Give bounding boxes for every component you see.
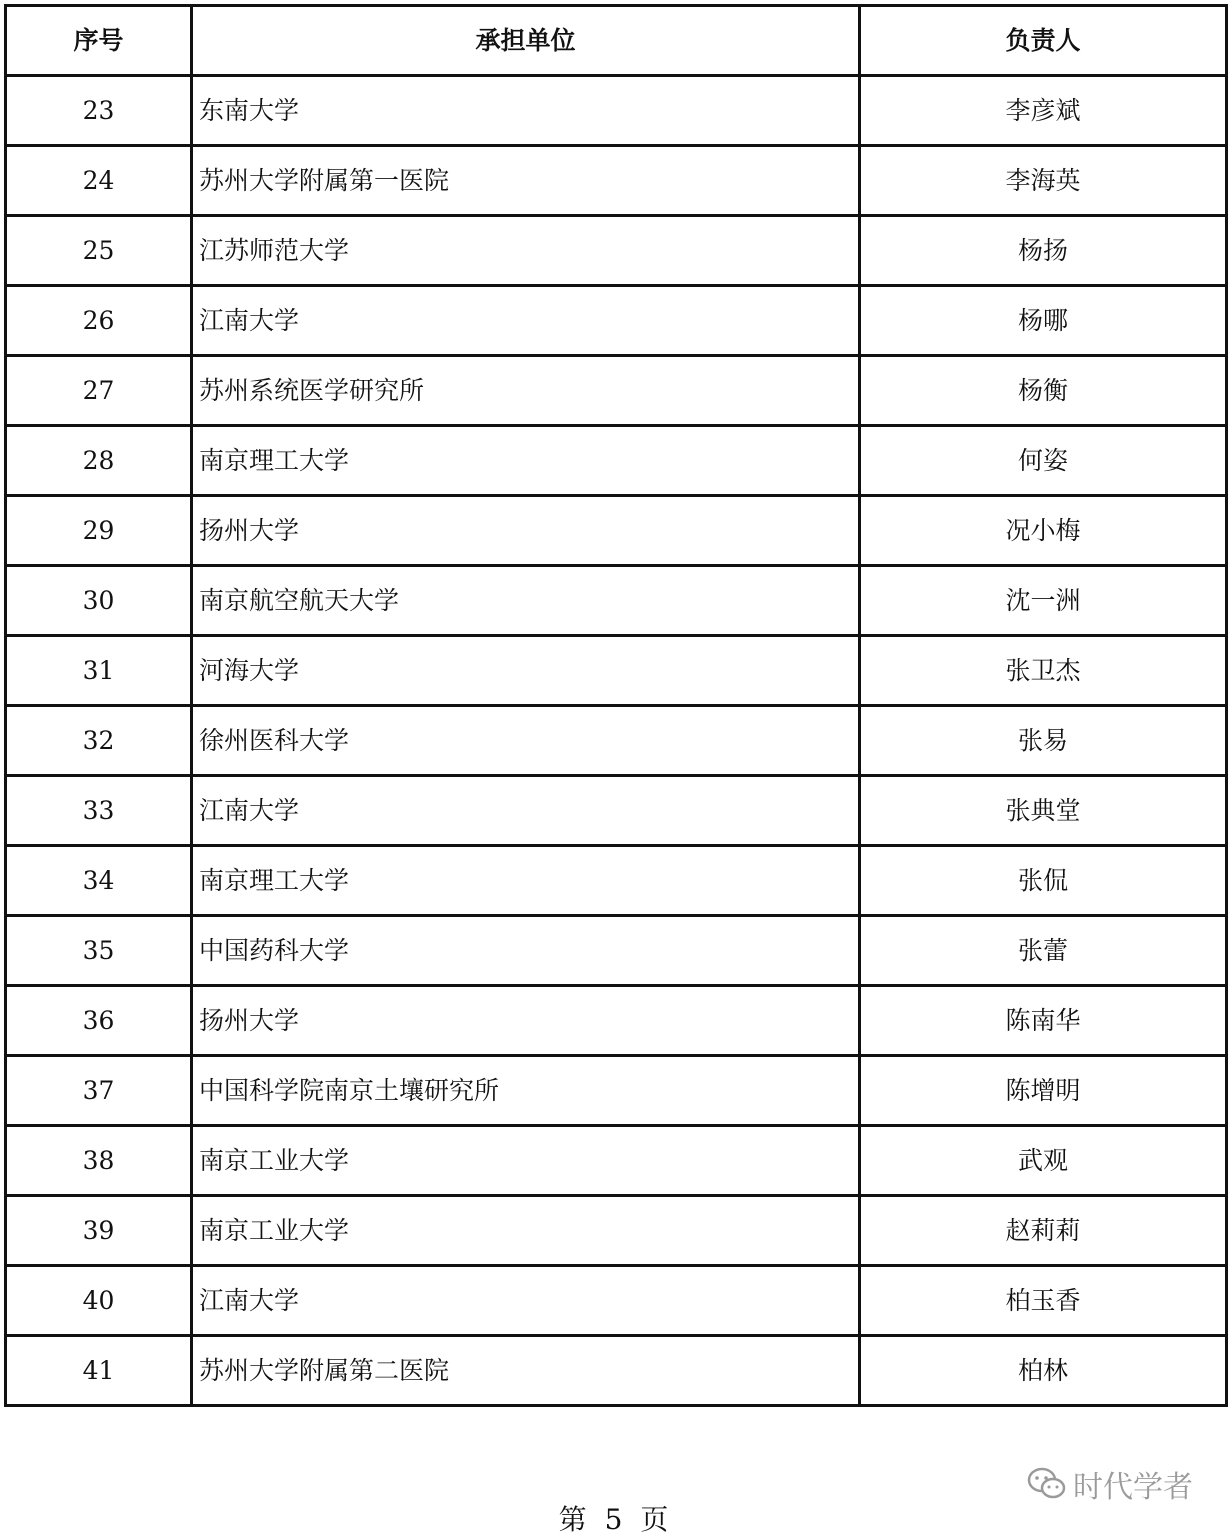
cell-unit-name: 中国药科大学 xyxy=(192,916,860,986)
cell-serial-number: 32 xyxy=(6,706,192,776)
cell-person-name: 张侃 xyxy=(860,846,1227,916)
table-row xyxy=(6,1056,1227,1126)
cell-person-name: 杨扬 xyxy=(860,216,1227,286)
table-row xyxy=(6,426,1227,496)
cell-unit-name: 河海大学 xyxy=(192,636,860,706)
cell-person-name: 武观 xyxy=(860,1126,1227,1196)
table-header xyxy=(6,6,1227,76)
cell-unit-name: 南京工业大学 xyxy=(192,1196,860,1266)
wechat-icon xyxy=(1027,1467,1067,1501)
page-number: 5 xyxy=(604,1503,625,1536)
cell-serial-number: 24 xyxy=(6,146,192,216)
cell-serial-number: 36 xyxy=(6,986,192,1056)
cell-unit-name: 徐州医科大学 xyxy=(192,706,860,776)
cell-serial-number: 30 xyxy=(6,566,192,636)
cell-unit-name: 江苏师范大学 xyxy=(192,216,860,286)
table-row xyxy=(6,496,1227,566)
cell-unit-name: 苏州大学附属第一医院 xyxy=(192,146,860,216)
table-row xyxy=(6,846,1227,916)
cell-person-name: 张卫杰 xyxy=(860,636,1227,706)
cell-serial-number: 35 xyxy=(6,916,192,986)
cell-serial-number: 31 xyxy=(6,636,192,706)
cell-serial-number: 37 xyxy=(6,1056,192,1126)
cell-person-name: 况小梅 xyxy=(860,496,1227,566)
watermark-text: 时代学者 xyxy=(1073,1470,1193,1505)
table-row xyxy=(6,986,1227,1056)
cell-person-name: 陈南华 xyxy=(860,986,1227,1056)
cell-person-name: 李彦斌 xyxy=(860,76,1227,146)
cell-serial-number: 23 xyxy=(6,76,192,146)
cell-serial-number: 26 xyxy=(6,286,192,356)
cell-person-name: 陈增明 xyxy=(860,1056,1227,1126)
header-no: 序号 xyxy=(6,6,192,76)
cell-person-name: 沈一洲 xyxy=(860,566,1227,636)
table-row xyxy=(6,76,1227,146)
cell-unit-name: 南京理工大学 xyxy=(192,426,860,496)
cell-serial-number: 38 xyxy=(6,1126,192,1196)
cell-unit-name: 东南大学 xyxy=(192,76,860,146)
cell-person-name: 杨哪 xyxy=(860,286,1227,356)
cell-person-name: 张易 xyxy=(860,706,1227,776)
cell-unit-name: 苏州系统医学研究所 xyxy=(192,356,860,426)
table-row xyxy=(6,1196,1227,1266)
cell-unit-name: 南京理工大学 xyxy=(192,846,860,916)
cell-person-name: 柏林 xyxy=(860,1336,1227,1406)
cell-person-name: 赵莉莉 xyxy=(860,1196,1227,1266)
table-row xyxy=(6,1336,1227,1406)
table-row xyxy=(6,776,1227,846)
cell-serial-number: 33 xyxy=(6,776,192,846)
watermark xyxy=(1027,1462,1193,1506)
cell-unit-name: 南京工业大学 xyxy=(192,1126,860,1196)
cell-person-name: 何姿 xyxy=(860,426,1227,496)
cell-serial-number: 39 xyxy=(6,1196,192,1266)
cell-serial-number: 34 xyxy=(6,846,192,916)
table-row xyxy=(6,566,1227,636)
header-person: 负责人 xyxy=(860,6,1227,76)
cell-unit-name: 扬州大学 xyxy=(192,986,860,1056)
cell-unit-name: 扬州大学 xyxy=(192,496,860,566)
cell-unit-name: 中国科学院南京土壤研究所 xyxy=(192,1056,860,1126)
table-row xyxy=(6,916,1227,986)
cell-unit-name: 江南大学 xyxy=(192,776,860,846)
table-row xyxy=(6,1266,1227,1336)
table-row xyxy=(6,216,1227,286)
table-row xyxy=(6,286,1227,356)
table-body xyxy=(6,76,1227,1406)
cell-serial-number: 28 xyxy=(6,426,192,496)
cell-serial-number: 25 xyxy=(6,216,192,286)
table-row xyxy=(6,356,1227,426)
cell-person-name: 李海英 xyxy=(860,146,1227,216)
cell-unit-name: 江南大学 xyxy=(192,1266,860,1336)
header-row xyxy=(6,6,1227,76)
header-unit: 承担单位 xyxy=(192,6,860,76)
project-table xyxy=(4,4,1228,1407)
cell-serial-number: 41 xyxy=(6,1336,192,1406)
table-row xyxy=(6,636,1227,706)
page-prefix: 第 xyxy=(558,1503,589,1536)
table-row xyxy=(6,706,1227,776)
table-row xyxy=(6,146,1227,216)
cell-unit-name: 南京航空航天大学 xyxy=(192,566,860,636)
cell-person-name: 柏玉香 xyxy=(860,1266,1227,1336)
cell-person-name: 张典堂 xyxy=(860,776,1227,846)
cell-person-name: 张蕾 xyxy=(860,916,1227,986)
cell-serial-number: 27 xyxy=(6,356,192,426)
cell-unit-name: 江南大学 xyxy=(192,286,860,356)
page-suffix: 页 xyxy=(640,1503,671,1536)
cell-person-name: 杨衡 xyxy=(860,356,1227,426)
cell-serial-number: 40 xyxy=(6,1266,192,1336)
table-row xyxy=(6,1126,1227,1196)
cell-serial-number: 29 xyxy=(6,496,192,566)
cell-unit-name: 苏州大学附属第二医院 xyxy=(192,1336,860,1406)
